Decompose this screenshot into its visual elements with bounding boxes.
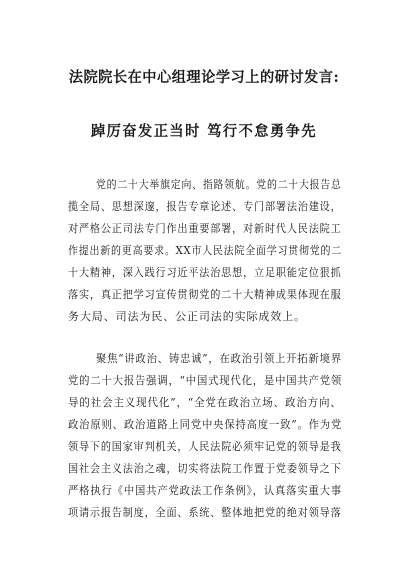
- paragraph-line: 聚焦“讲政治、铸忠诚”，在政治引领上开拓新境界: [96, 352, 342, 365]
- paragraph-line: 党的二十大报告强调，“中国式现代化，是中国共产党领: [68, 374, 343, 387]
- paragraph-line: 导的社会主义现代化”，“全党在政治立场、政治方向、: [68, 396, 342, 409]
- document-subtitle: 踔厉奋发正当时 笃行不怠勇争先: [90, 123, 318, 140]
- paragraph-line: 对严格公正司法专门作出重要部署，对新时代人民法院工: [68, 222, 342, 235]
- paragraph-line: 揽全局、思想深邃，报告专章论述、专门部署法治建设，: [68, 200, 342, 213]
- paragraph-line: 政治原则、政治道路上同党中央保持高度一致”。作为党: [68, 418, 343, 431]
- paragraph-line: 严格执行《中国共产党政法工作条例》，认真落实重大事: [68, 484, 342, 497]
- paragraph-line: 作提出新的更高要求。XX市人民法院全面学习贯彻党的二: [68, 244, 343, 257]
- paragraph-line: 党的二十大举旗定向、指路领航。党的二十大报告总: [96, 178, 342, 191]
- paragraph-line: 十大精神，深入践行习近平法治思想，立足职能定位狠抓: [68, 266, 342, 279]
- paragraph-line: 领导下的国家审判机关，人民法院必须牢记党的领导是我: [68, 440, 342, 453]
- document-title: 法院院长在中心组理论学习上的研讨发言:: [68, 69, 340, 86]
- paragraph-line: 落实，真正把学习宣传贯彻党的二十大精神成果体现在服: [68, 288, 342, 301]
- paragraph-line: 国社会主义法治之魂，切实将法院工作置于党委领导之下: [68, 462, 342, 475]
- paragraph-line: 务大局、司法为民、公正司法的实际成效上。: [68, 310, 306, 323]
- paragraph-line: 项请示报告制度，全面、系统、整体地把党的绝对领导落: [68, 506, 342, 519]
